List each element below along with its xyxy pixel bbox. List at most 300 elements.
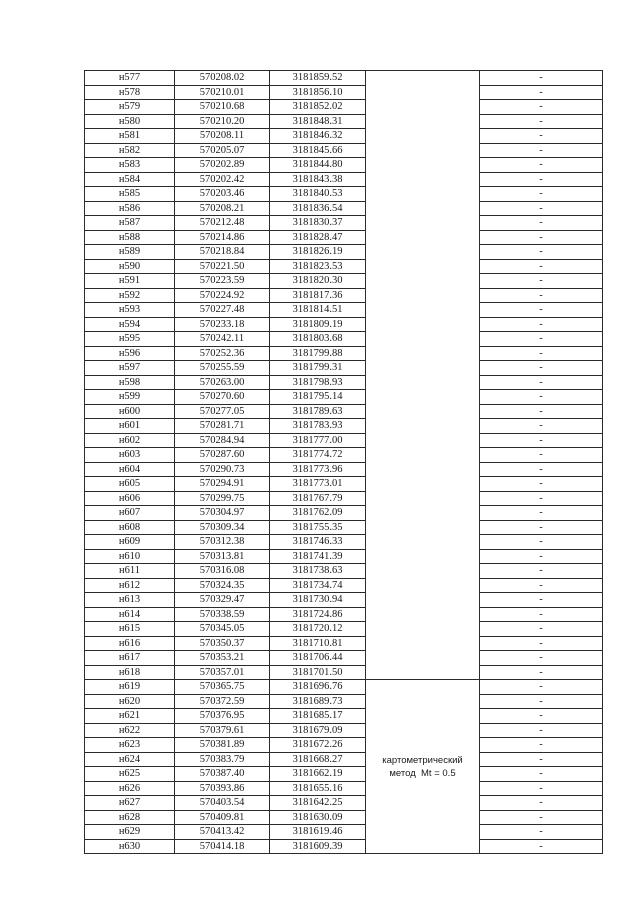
y-coordinate-cell: 3181609.39 — [270, 839, 366, 854]
point-name-cell: н627 — [85, 796, 175, 811]
table-row — [85, 100, 603, 115]
dash-cell: - — [480, 201, 603, 216]
table-row — [85, 230, 603, 245]
y-coordinate-cell: 3181679.09 — [270, 723, 366, 738]
y-coordinate-cell: 3181848.31 — [270, 114, 366, 129]
dash-cell: - — [480, 419, 603, 434]
y-coordinate-cell: 3181814.51 — [270, 303, 366, 318]
y-coordinate-cell: 3181774.72 — [270, 448, 366, 463]
x-coordinate-cell: 570338.59 — [175, 607, 270, 622]
y-coordinate-cell: 3181706.44 — [270, 651, 366, 666]
point-name-cell: н581 — [85, 129, 175, 144]
dash-cell: - — [480, 187, 603, 202]
method-cell-empty — [366, 129, 480, 144]
y-coordinate-cell: 3181724.86 — [270, 607, 366, 622]
table-row — [85, 694, 603, 709]
y-coordinate-cell: 3181701.50 — [270, 665, 366, 680]
point-name-cell: н590 — [85, 259, 175, 274]
point-name-cell: н606 — [85, 491, 175, 506]
y-coordinate-cell: 3181840.53 — [270, 187, 366, 202]
method-cell-empty — [366, 361, 480, 376]
point-name-cell: н588 — [85, 230, 175, 245]
x-coordinate-cell: 570227.48 — [175, 303, 270, 318]
dash-cell: - — [480, 332, 603, 347]
x-coordinate-cell: 570393.86 — [175, 781, 270, 796]
point-name-cell: н604 — [85, 462, 175, 477]
method-cell-empty — [366, 143, 480, 158]
y-coordinate-cell: 3181798.93 — [270, 375, 366, 390]
x-coordinate-cell: 570221.50 — [175, 259, 270, 274]
point-name-cell: н610 — [85, 549, 175, 564]
y-coordinate-cell: 3181852.02 — [270, 100, 366, 115]
table-row — [85, 781, 603, 796]
table-row — [85, 506, 603, 521]
point-name-cell: н591 — [85, 274, 175, 289]
point-name-cell: н582 — [85, 143, 175, 158]
dash-cell: - — [480, 491, 603, 506]
point-name-cell: н600 — [85, 404, 175, 419]
y-coordinate-cell: 3181762.09 — [270, 506, 366, 521]
y-coordinate-cell: 3181777.00 — [270, 433, 366, 448]
point-name-cell: н615 — [85, 622, 175, 637]
table-row — [85, 448, 603, 463]
table-row — [85, 216, 603, 231]
point-name-cell: н630 — [85, 839, 175, 854]
dash-cell: - — [480, 303, 603, 318]
dash-cell: - — [480, 375, 603, 390]
method-cell-empty — [366, 419, 480, 434]
x-coordinate-cell: 570233.18 — [175, 317, 270, 332]
method-cell-empty — [366, 535, 480, 550]
point-name-cell: н580 — [85, 114, 175, 129]
dash-cell: - — [480, 738, 603, 753]
dash-cell: - — [480, 172, 603, 187]
method-cell-empty — [366, 665, 480, 680]
table-row — [85, 607, 603, 622]
x-coordinate-cell: 570365.75 — [175, 680, 270, 695]
point-name-cell: н583 — [85, 158, 175, 173]
table-row — [85, 433, 603, 448]
y-coordinate-cell: 3181730.94 — [270, 593, 366, 608]
y-coordinate-cell: 3181738.63 — [270, 564, 366, 579]
point-name-cell: н579 — [85, 100, 175, 115]
point-name-cell: н584 — [85, 172, 175, 187]
x-coordinate-cell: 570223.59 — [175, 274, 270, 289]
point-name-cell: н597 — [85, 361, 175, 376]
point-name-cell: н586 — [85, 201, 175, 216]
y-coordinate-cell: 3181746.33 — [270, 535, 366, 550]
table-row — [85, 317, 603, 332]
table-row — [85, 71, 603, 86]
table-row — [85, 738, 603, 753]
table-row — [85, 361, 603, 376]
point-name-cell: н623 — [85, 738, 175, 753]
point-name-cell: н598 — [85, 375, 175, 390]
method-cell-empty — [366, 506, 480, 521]
x-coordinate-cell: 570252.36 — [175, 346, 270, 361]
table-row — [85, 303, 603, 318]
x-coordinate-cell: 570376.95 — [175, 709, 270, 724]
point-name-cell: н578 — [85, 85, 175, 100]
table-row — [85, 143, 603, 158]
y-coordinate-cell: 3181826.19 — [270, 245, 366, 260]
dash-cell: - — [480, 288, 603, 303]
x-coordinate-cell: 570203.46 — [175, 187, 270, 202]
method-cell-empty — [366, 303, 480, 318]
x-coordinate-cell: 570345.05 — [175, 622, 270, 637]
x-coordinate-cell: 570387.40 — [175, 767, 270, 782]
x-coordinate-cell: 570210.68 — [175, 100, 270, 115]
method-cell-empty — [366, 636, 480, 651]
x-coordinate-cell: 570312.38 — [175, 535, 270, 550]
x-coordinate-cell: 570324.35 — [175, 578, 270, 593]
dash-cell: - — [480, 404, 603, 419]
method-cell-empty — [366, 433, 480, 448]
y-coordinate-cell: 3181783.93 — [270, 419, 366, 434]
point-name-cell: н585 — [85, 187, 175, 202]
coordinates-table-body — [85, 71, 603, 854]
x-coordinate-cell: 570205.07 — [175, 143, 270, 158]
point-name-cell: н593 — [85, 303, 175, 318]
x-coordinate-cell: 570202.42 — [175, 172, 270, 187]
x-coordinate-cell: 570284.94 — [175, 433, 270, 448]
method-cell-empty — [366, 172, 480, 187]
table-row — [85, 129, 603, 144]
method-cell — [366, 680, 480, 854]
y-coordinate-cell: 3181799.31 — [270, 361, 366, 376]
point-name-cell: н607 — [85, 506, 175, 521]
y-coordinate-cell: 3181836.54 — [270, 201, 366, 216]
y-coordinate-cell: 3181755.35 — [270, 520, 366, 535]
point-name-cell: н613 — [85, 593, 175, 608]
method-cell-empty — [366, 114, 480, 129]
point-name-cell: н611 — [85, 564, 175, 579]
x-coordinate-cell: 570224.92 — [175, 288, 270, 303]
y-coordinate-cell: 3181803.68 — [270, 332, 366, 347]
table-row — [85, 564, 603, 579]
table-row — [85, 651, 603, 666]
method-cell-empty — [366, 578, 480, 593]
x-coordinate-cell: 570383.79 — [175, 752, 270, 767]
x-coordinate-cell: 570350.37 — [175, 636, 270, 651]
table-row — [85, 636, 603, 651]
table-row — [85, 172, 603, 187]
y-coordinate-cell: 3181795.14 — [270, 390, 366, 405]
y-coordinate-cell: 3181845.66 — [270, 143, 366, 158]
y-coordinate-cell: 3181846.32 — [270, 129, 366, 144]
dash-cell: - — [480, 85, 603, 100]
dash-cell: - — [480, 462, 603, 477]
dash-cell: - — [480, 346, 603, 361]
point-name-cell: н589 — [85, 245, 175, 260]
point-name-cell: н617 — [85, 651, 175, 666]
dash-cell: - — [480, 129, 603, 144]
dash-cell: - — [480, 680, 603, 695]
dash-cell: - — [480, 216, 603, 231]
x-coordinate-cell: 570372.59 — [175, 694, 270, 709]
dash-cell: - — [480, 535, 603, 550]
x-coordinate-cell: 570379.61 — [175, 723, 270, 738]
dash-cell: - — [480, 593, 603, 608]
table-row — [85, 274, 603, 289]
point-name-cell: н616 — [85, 636, 175, 651]
method-cell-empty — [366, 375, 480, 390]
table-row — [85, 114, 603, 129]
y-coordinate-cell: 3181820.30 — [270, 274, 366, 289]
table-row — [85, 462, 603, 477]
method-cell-empty — [366, 651, 480, 666]
y-coordinate-cell: 3181843.38 — [270, 172, 366, 187]
table-row — [85, 709, 603, 724]
point-name-cell: н577 — [85, 71, 175, 86]
point-name-cell: н612 — [85, 578, 175, 593]
x-coordinate-cell: 570212.48 — [175, 216, 270, 231]
y-coordinate-cell: 3181668.27 — [270, 752, 366, 767]
table-row — [85, 477, 603, 492]
coordinates-table — [84, 70, 603, 854]
method-cell-empty — [366, 607, 480, 622]
table-row — [85, 680, 603, 695]
y-coordinate-cell: 3181685.17 — [270, 709, 366, 724]
y-coordinate-cell: 3181830.37 — [270, 216, 366, 231]
y-coordinate-cell: 3181859.52 — [270, 71, 366, 86]
method-accuracy-text: метод Mt = 0.5 — [389, 767, 456, 779]
x-coordinate-cell: 570290.73 — [175, 462, 270, 477]
table-row — [85, 375, 603, 390]
y-coordinate-cell: 3181734.74 — [270, 578, 366, 593]
table-row — [85, 767, 603, 782]
x-coordinate-cell: 570409.81 — [175, 810, 270, 825]
point-name-cell: н629 — [85, 825, 175, 840]
x-coordinate-cell: 570277.05 — [175, 404, 270, 419]
method-cell-empty — [366, 593, 480, 608]
dash-cell: - — [480, 433, 603, 448]
method-cell-empty — [366, 448, 480, 463]
method-cell-empty — [366, 71, 480, 86]
point-name-cell: н626 — [85, 781, 175, 796]
x-coordinate-cell: 570208.02 — [175, 71, 270, 86]
dash-cell: - — [480, 506, 603, 521]
table-row — [85, 578, 603, 593]
point-name-cell: н608 — [85, 520, 175, 535]
table-row — [85, 245, 603, 260]
table-row — [85, 593, 603, 608]
method-cell-empty — [366, 390, 480, 405]
y-coordinate-cell: 3181655.16 — [270, 781, 366, 796]
x-coordinate-cell: 570210.01 — [175, 85, 270, 100]
point-name-cell: н621 — [85, 709, 175, 724]
y-coordinate-cell: 3181689.73 — [270, 694, 366, 709]
x-coordinate-cell: 570329.47 — [175, 593, 270, 608]
method-cell-empty — [366, 216, 480, 231]
method-cell-empty — [366, 245, 480, 260]
dash-cell: - — [480, 564, 603, 579]
table-row — [85, 535, 603, 550]
point-name-cell: н624 — [85, 752, 175, 767]
method-cell-empty — [366, 549, 480, 564]
point-name-cell: н609 — [85, 535, 175, 550]
dash-cell: - — [480, 448, 603, 463]
dash-cell: - — [480, 781, 603, 796]
method-cell-empty — [366, 288, 480, 303]
method-cell-empty — [366, 230, 480, 245]
table-row — [85, 520, 603, 535]
table-row — [85, 390, 603, 405]
point-name-cell: н622 — [85, 723, 175, 738]
x-coordinate-cell: 570381.89 — [175, 738, 270, 753]
dash-cell: - — [480, 709, 603, 724]
dash-cell: - — [480, 651, 603, 666]
y-coordinate-cell: 3181619.46 — [270, 825, 366, 840]
x-coordinate-cell: 570208.11 — [175, 129, 270, 144]
x-coordinate-cell: 570316.08 — [175, 564, 270, 579]
x-coordinate-cell: 570214.86 — [175, 230, 270, 245]
table-row — [85, 839, 603, 854]
x-coordinate-cell: 570414.18 — [175, 839, 270, 854]
y-coordinate-cell: 3181767.79 — [270, 491, 366, 506]
table-row — [85, 810, 603, 825]
method-cell-empty — [366, 158, 480, 173]
method-cell-empty — [366, 477, 480, 492]
y-coordinate-cell: 3181809.19 — [270, 317, 366, 332]
y-coordinate-cell: 3181828.47 — [270, 230, 366, 245]
dash-cell: - — [480, 607, 603, 622]
point-name-cell: н595 — [85, 332, 175, 347]
method-cell-empty — [366, 564, 480, 579]
point-name-cell: н592 — [85, 288, 175, 303]
dash-cell: - — [480, 578, 603, 593]
dash-cell: - — [480, 259, 603, 274]
y-coordinate-cell: 3181789.63 — [270, 404, 366, 419]
y-coordinate-cell: 3181844.80 — [270, 158, 366, 173]
x-coordinate-cell: 570218.84 — [175, 245, 270, 260]
dash-cell: - — [480, 694, 603, 709]
table-row — [85, 404, 603, 419]
method-cell-empty — [366, 346, 480, 361]
y-coordinate-cell: 3181823.53 — [270, 259, 366, 274]
y-coordinate-cell: 3181817.36 — [270, 288, 366, 303]
dash-cell: - — [480, 274, 603, 289]
dash-cell: - — [480, 477, 603, 492]
table-row — [85, 332, 603, 347]
point-name-cell: н601 — [85, 419, 175, 434]
dash-cell: - — [480, 636, 603, 651]
dash-cell: - — [480, 71, 603, 86]
method-cell-empty — [366, 404, 480, 419]
x-coordinate-cell: 570413.42 — [175, 825, 270, 840]
x-coordinate-cell: 570208.21 — [175, 201, 270, 216]
point-name-cell: н602 — [85, 433, 175, 448]
dash-cell: - — [480, 520, 603, 535]
y-coordinate-cell: 3181710.81 — [270, 636, 366, 651]
method-cell-empty — [366, 332, 480, 347]
y-coordinate-cell: 3181630.09 — [270, 810, 366, 825]
dash-cell: - — [480, 143, 603, 158]
y-coordinate-cell: 3181642.25 — [270, 796, 366, 811]
dash-cell: - — [480, 752, 603, 767]
x-coordinate-cell: 570313.81 — [175, 549, 270, 564]
table-row — [85, 259, 603, 274]
table-row — [85, 752, 603, 767]
x-coordinate-cell: 570353.21 — [175, 651, 270, 666]
x-coordinate-cell: 570304.97 — [175, 506, 270, 521]
x-coordinate-cell: 570255.59 — [175, 361, 270, 376]
dash-cell: - — [480, 230, 603, 245]
table-row — [85, 346, 603, 361]
method-cell-empty — [366, 317, 480, 332]
dash-cell: - — [480, 839, 603, 854]
dash-cell: - — [480, 825, 603, 840]
method-cell-empty — [366, 491, 480, 506]
point-name-cell: н625 — [85, 767, 175, 782]
table-row — [85, 796, 603, 811]
table-row — [85, 201, 603, 216]
point-name-cell: н594 — [85, 317, 175, 332]
y-coordinate-cell: 3181856.10 — [270, 85, 366, 100]
point-name-cell: н603 — [85, 448, 175, 463]
point-name-cell: н614 — [85, 607, 175, 622]
method-cell-empty — [366, 274, 480, 289]
table-row — [85, 288, 603, 303]
method-cell-empty — [366, 520, 480, 535]
y-coordinate-cell: 3181662.19 — [270, 767, 366, 782]
table-row — [85, 158, 603, 173]
point-name-cell: н596 — [85, 346, 175, 361]
x-coordinate-cell: 570357.01 — [175, 665, 270, 680]
x-coordinate-cell: 570270.60 — [175, 390, 270, 405]
x-coordinate-cell: 570294.91 — [175, 477, 270, 492]
x-coordinate-cell: 570299.75 — [175, 491, 270, 506]
table-row — [85, 187, 603, 202]
x-coordinate-cell: 570287.60 — [175, 448, 270, 463]
x-coordinate-cell: 570281.71 — [175, 419, 270, 434]
method-cell-empty — [366, 622, 480, 637]
dash-cell: - — [480, 767, 603, 782]
table-row — [85, 85, 603, 100]
x-coordinate-cell: 570309.34 — [175, 520, 270, 535]
point-name-cell: н605 — [85, 477, 175, 492]
method-cell-empty — [366, 85, 480, 100]
dash-cell: - — [480, 390, 603, 405]
method-cell-empty — [366, 201, 480, 216]
dash-cell: - — [480, 810, 603, 825]
table-row — [85, 622, 603, 637]
method-name-text: картометрический — [382, 754, 463, 766]
y-coordinate-cell: 3181773.96 — [270, 462, 366, 477]
table-row — [85, 723, 603, 738]
dash-cell: - — [480, 796, 603, 811]
dash-cell: - — [480, 100, 603, 115]
method-cell-empty — [366, 259, 480, 274]
point-name-cell: н619 — [85, 680, 175, 695]
dash-cell: - — [480, 723, 603, 738]
dash-cell: - — [480, 245, 603, 260]
dash-cell: - — [480, 549, 603, 564]
y-coordinate-cell: 3181741.39 — [270, 549, 366, 564]
x-coordinate-cell: 570210.20 — [175, 114, 270, 129]
dash-cell: - — [480, 158, 603, 173]
dash-cell: - — [480, 361, 603, 376]
y-coordinate-cell: 3181696.76 — [270, 680, 366, 695]
dash-cell: - — [480, 114, 603, 129]
dash-cell: - — [480, 317, 603, 332]
x-coordinate-cell: 570403.54 — [175, 796, 270, 811]
y-coordinate-cell: 3181720.12 — [270, 622, 366, 637]
x-coordinate-cell: 570202.89 — [175, 158, 270, 173]
point-name-cell: н628 — [85, 810, 175, 825]
method-cell-empty — [366, 100, 480, 115]
y-coordinate-cell: 3181773.01 — [270, 477, 366, 492]
